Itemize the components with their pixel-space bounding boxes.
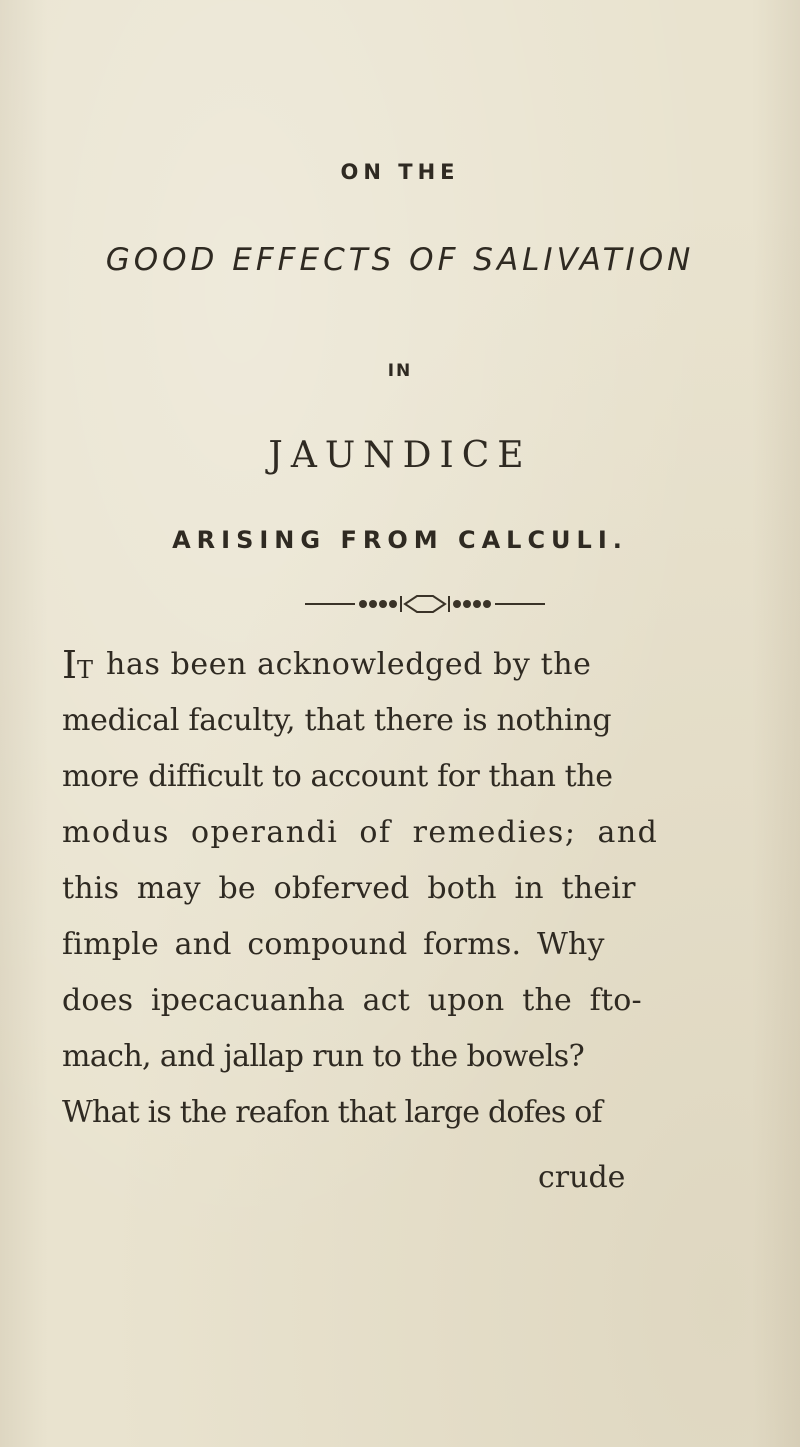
drop-cap: IT: [62, 643, 95, 687]
body-line: [62, 813, 659, 853]
body-line-text: has been acknowledged by the: [106, 647, 592, 682]
body-line: [62, 981, 642, 1021]
catchword: crude: [538, 1160, 626, 1195]
ornament-divider: [305, 590, 545, 618]
body-line: [62, 869, 636, 909]
body-line: [62, 645, 632, 685]
heading-title: GOOD EFFECTS OF SALIVATION: [105, 242, 695, 278]
heading-on-the: ON THE: [340, 160, 460, 184]
body-line-text: mach, and jallap run to the bowels?: [62, 1039, 585, 1074]
body-line: [62, 1093, 632, 1133]
body-line-text: modus operandi of remedies; and: [62, 815, 659, 850]
body-line-text: more difficult to account for than the: [62, 759, 613, 794]
body-line: [62, 701, 632, 741]
body-line-text: What is the reafon that large dofes of: [62, 1095, 602, 1130]
body-line: [62, 757, 632, 797]
body-line-text: this may be obferved both in their: [62, 871, 636, 906]
heading-subject: JAUNDICE: [268, 435, 532, 476]
body-line: [62, 1037, 632, 1077]
body-line-text: does ipecacuanha act upon the fto-: [62, 983, 642, 1018]
body-line: [62, 925, 632, 965]
body-line-text: fimple and compound forms. Why: [62, 927, 605, 962]
body-line-text: medical faculty, that there is nothing: [62, 703, 612, 738]
heading-arising: ARISING FROM CALCULI.: [172, 526, 628, 554]
heading-in: IN: [387, 361, 413, 381]
